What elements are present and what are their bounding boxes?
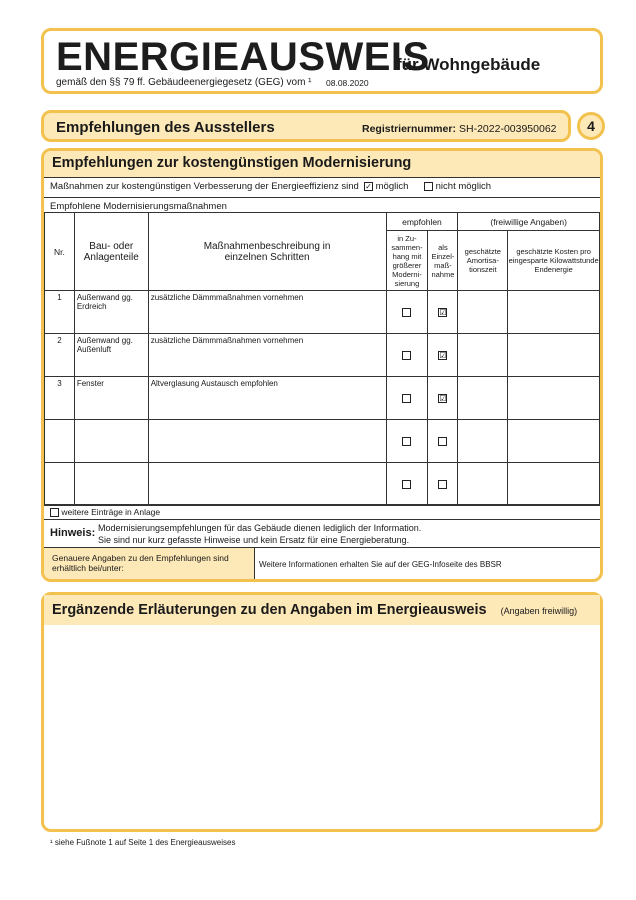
table-row bbox=[45, 463, 600, 506]
col-optional: (freiwillige Angaben) bbox=[458, 213, 600, 231]
col-recommended: empfohlen bbox=[386, 213, 458, 231]
document-subtitle: für Wohngebäude bbox=[396, 55, 541, 74]
supplementary-title: Ergänzende Erläuterungen zu den Angaben im Energieausweis bbox=[52, 602, 487, 618]
law-date: 08.08.2020 bbox=[326, 78, 369, 88]
more-entries-label: weitere Einträge in Anlage bbox=[61, 507, 161, 517]
col-component: Bau- oder Anlagenteile bbox=[74, 213, 148, 291]
possible-label: möglich bbox=[375, 181, 409, 192]
checkbox-empty-icon[interactable] bbox=[438, 437, 447, 446]
row-nr: 1 bbox=[45, 291, 75, 334]
table-row bbox=[45, 291, 600, 334]
col-nr: Nr. bbox=[45, 213, 75, 291]
row-component: Außenwand gg. Erdreich bbox=[74, 291, 148, 334]
registration-number: SH-2022-003950062 bbox=[459, 123, 557, 135]
section-header-bar bbox=[41, 110, 571, 142]
row-description: Altverglasung Austausch empfohlen bbox=[148, 377, 386, 420]
checkbox-empty-icon[interactable] bbox=[402, 480, 411, 489]
supplementary-note: (Angaben freiwillig) bbox=[500, 606, 578, 616]
col-costs: geschätzte Kosten pro eingesparte Kilowattstunde Endenergie bbox=[508, 231, 600, 291]
supplementary-title-bar bbox=[44, 595, 600, 625]
not-possible-label: nicht möglich bbox=[435, 181, 492, 192]
recommendations-table bbox=[44, 212, 600, 506]
checkbox-empty-icon[interactable] bbox=[438, 480, 447, 489]
checkbox-checked-icon[interactable]: ✓ bbox=[365, 181, 372, 191]
registration-label: Registriernummer: bbox=[362, 123, 456, 135]
more-entries-row[interactable] bbox=[44, 504, 600, 519]
hint-label: Hinweis: bbox=[50, 527, 96, 539]
hint-text-line2: Sie sind nur kurz gefasste Hinweise und kein Ersatz für eine Energieberatung. bbox=[98, 535, 410, 545]
recommended-measures-label: Empfohlene Modernisierungsmaßnahmen bbox=[44, 197, 600, 215]
measures-row bbox=[44, 177, 600, 197]
table-row bbox=[45, 377, 600, 420]
table-row bbox=[45, 334, 600, 377]
hint-text-line1: Modernisierungsempfehlungen für das Gebäude dienen lediglich der Information. bbox=[98, 523, 422, 533]
document-header bbox=[41, 28, 603, 94]
row-description: zusätzliche Dämmmaßnahmen vornehmen bbox=[148, 334, 386, 377]
footnote: ¹ siehe Fußnote 1 auf Seite 1 des Energieausweises bbox=[50, 838, 236, 847]
table-row bbox=[45, 420, 600, 463]
hint-row bbox=[44, 519, 600, 547]
row-component: Außenwand gg. Außenluft bbox=[74, 334, 148, 377]
col-amortization: geschätzte Amortisa-tionszeit bbox=[458, 231, 508, 291]
details-info: Weitere Informationen erhalten Sie auf der GEG-Infoseite des BBSR bbox=[254, 548, 603, 582]
checkbox-checked-icon[interactable]: ☑ bbox=[439, 351, 447, 361]
col-single: als Einzel-maß-nahme bbox=[428, 231, 458, 291]
not-possible-option[interactable] bbox=[424, 181, 491, 192]
checkbox-empty-icon[interactable] bbox=[50, 508, 59, 517]
checkbox-empty-icon[interactable] bbox=[424, 182, 433, 191]
checkbox-empty-icon[interactable] bbox=[402, 351, 411, 360]
row-nr: 2 bbox=[45, 334, 75, 377]
col-in-context: in Zu-sammen-hang mit größerer Moderni-sierung bbox=[386, 231, 428, 291]
recommendations-title: Empfehlungen zur kostengünstigen Modernisierung bbox=[44, 151, 600, 177]
document-title: ENERGIEAUSWEIS bbox=[56, 35, 430, 79]
checkbox-empty-icon[interactable] bbox=[402, 308, 411, 317]
col-description: Maßnahmenbeschreibung in einzelnen Schritten bbox=[148, 213, 386, 291]
row-nr: 3 bbox=[45, 377, 75, 420]
supplementary-box bbox=[41, 592, 603, 832]
row-description: zusätzliche Dämmmaßnahmen vornehmen bbox=[148, 291, 386, 334]
measures-label: Maßnahmen zur kostengünstigen Verbesserung der Energieeffizienz sind bbox=[50, 181, 359, 192]
details-label: Genauere Angaben zu den Empfehlungen sind erhältlich bei/unter: bbox=[44, 548, 254, 582]
details-row bbox=[44, 547, 600, 582]
possible-option[interactable] bbox=[364, 181, 408, 192]
recommendations-box bbox=[41, 148, 603, 582]
checkbox-empty-icon[interactable] bbox=[402, 437, 411, 446]
law-reference: gemäß den §§ 79 ff. Gebäudeenergiegesetz (GEG) vom ¹ bbox=[56, 77, 312, 88]
row-component: Fenster bbox=[74, 377, 148, 420]
checkbox-checked-icon[interactable]: ☑ bbox=[439, 308, 447, 318]
section-title: Empfehlungen des Ausstellers bbox=[56, 119, 275, 136]
page-number-badge: 4 bbox=[577, 112, 605, 140]
checkbox-empty-icon[interactable] bbox=[402, 394, 411, 403]
checkbox-checked-icon[interactable]: ☑ bbox=[439, 394, 447, 404]
